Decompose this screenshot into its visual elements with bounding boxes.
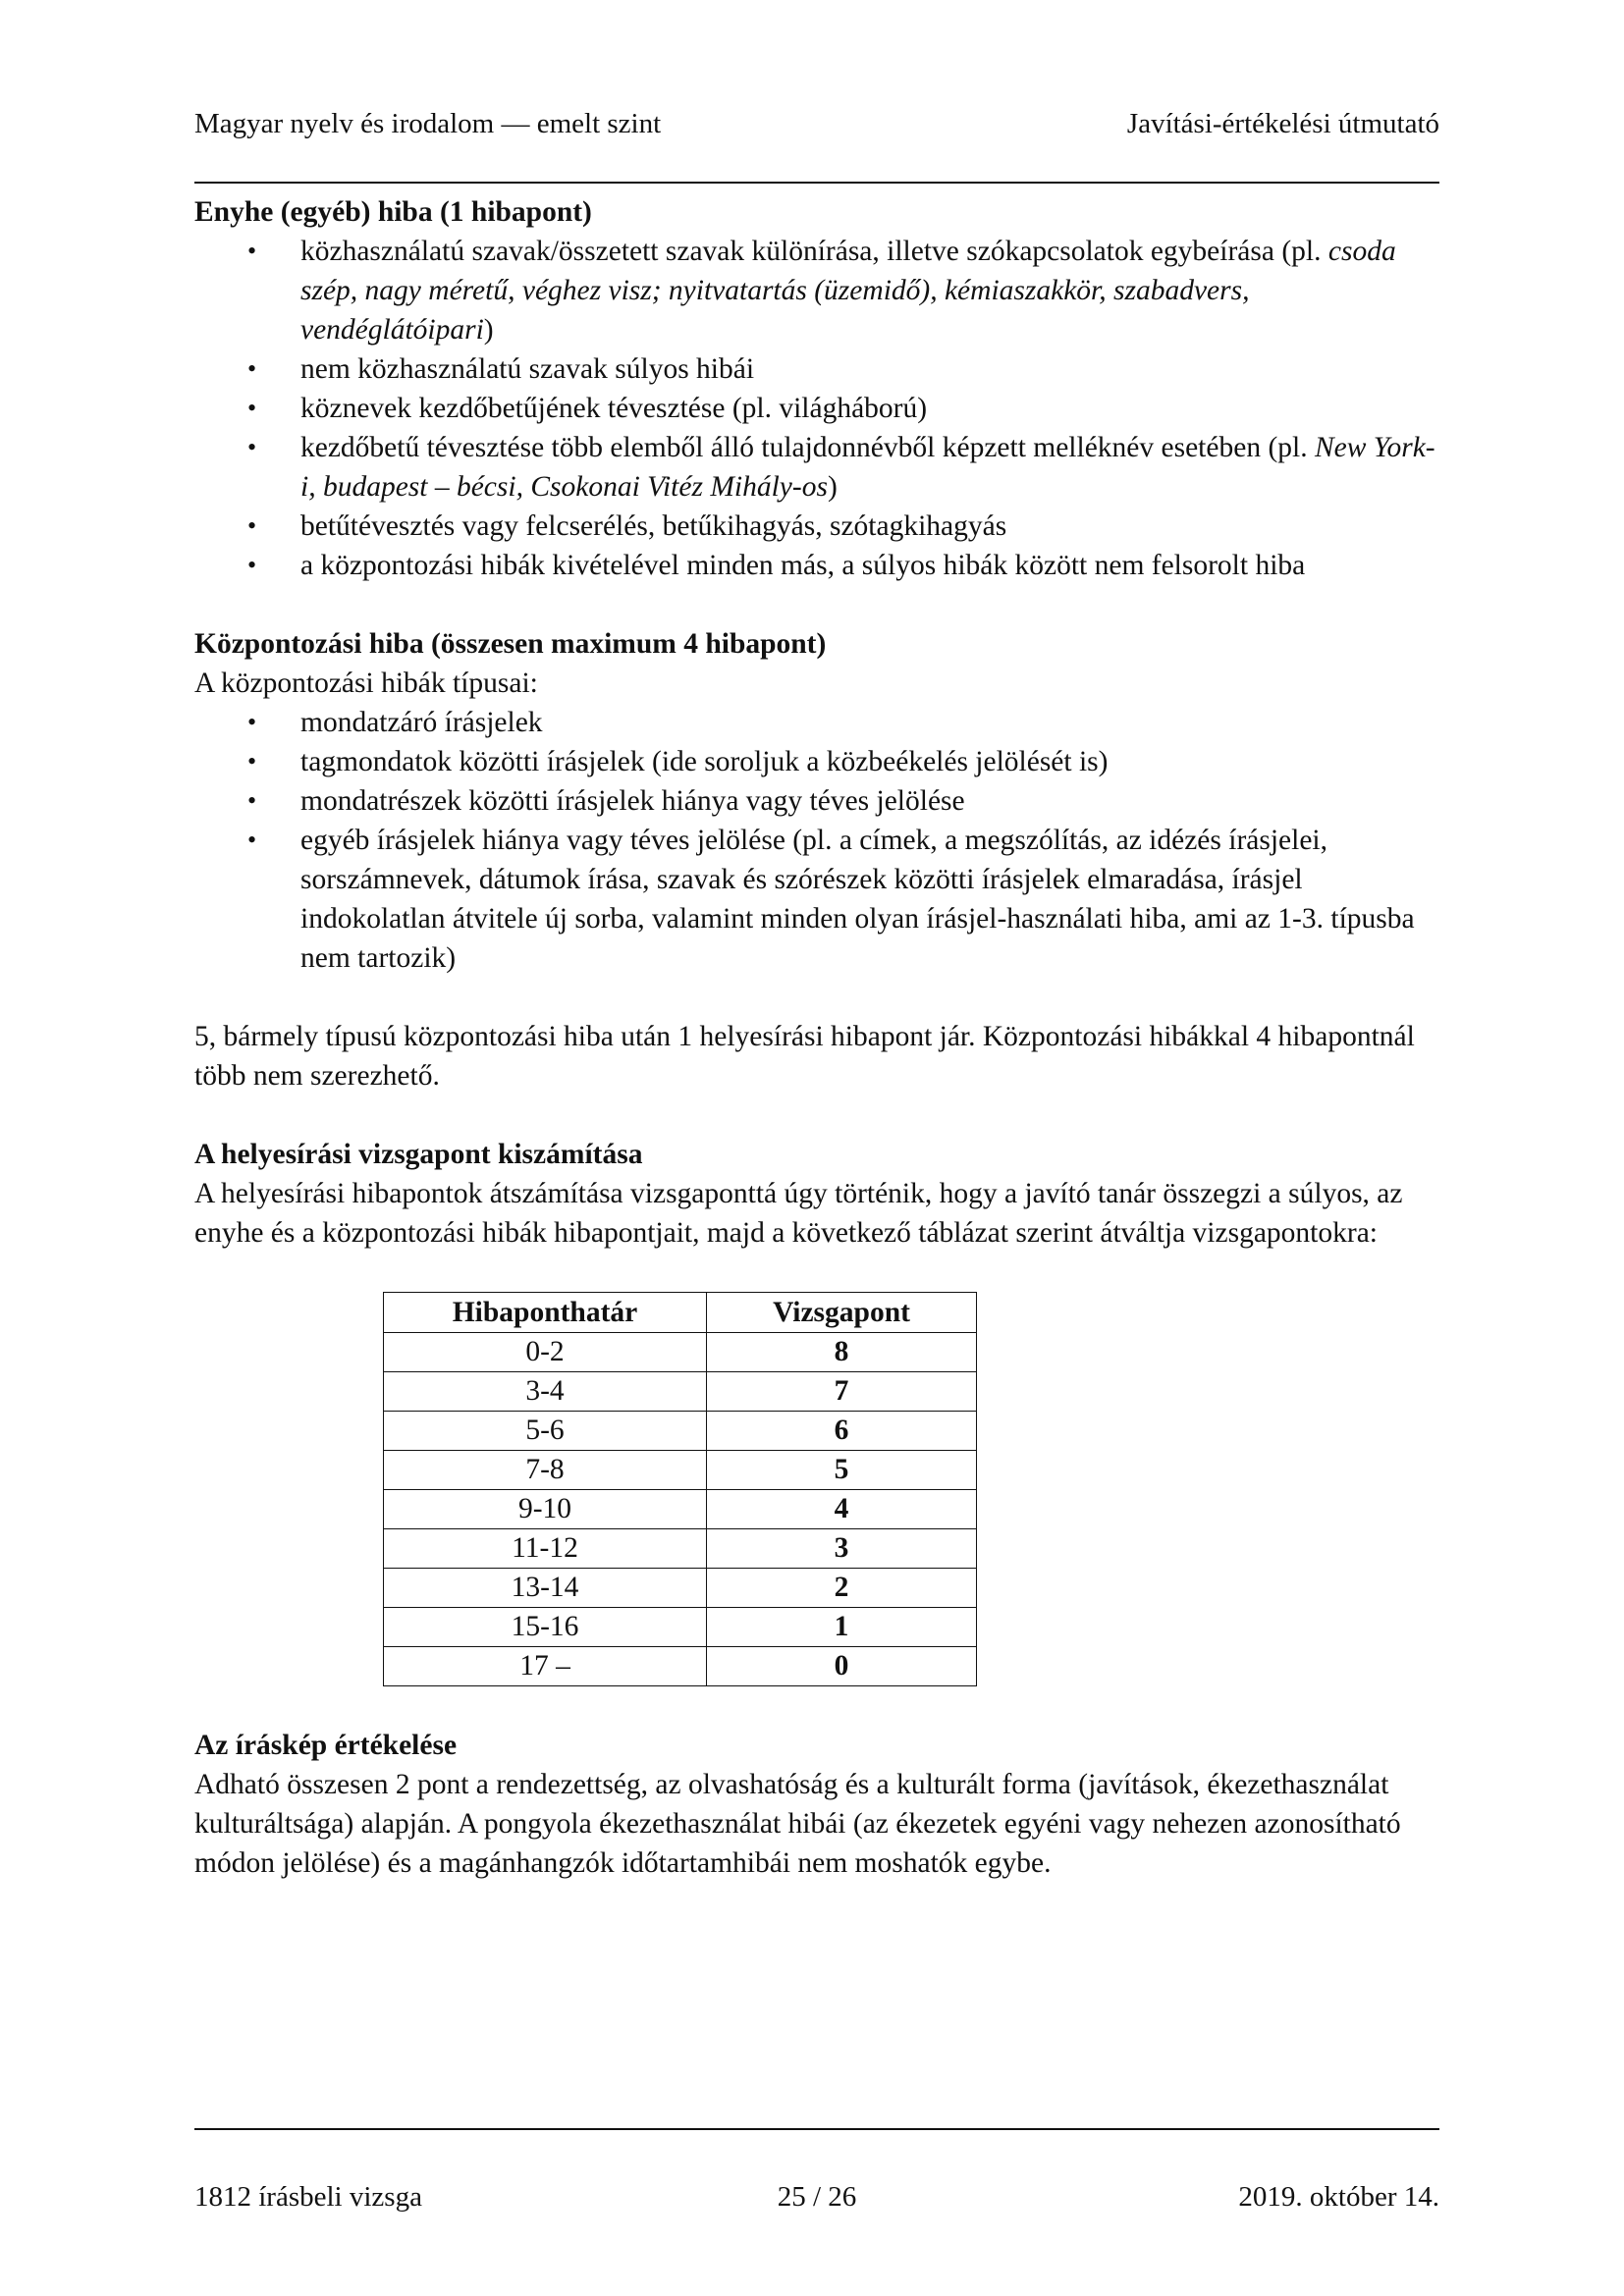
list-item (194, 349, 1439, 389)
footer-exam-code: 1812 írásbeli vizsga (194, 2181, 422, 2213)
exam-points-cell: 5 (707, 1451, 977, 1490)
error-range-cell: 17 – (384, 1647, 707, 1686)
table-row (384, 1490, 977, 1529)
table-row (384, 1569, 977, 1608)
list-item-examples: csoda szép, nagy méretű, véghez visz; nyitvatartás (üzemidő), kémiaszakkör, szabadvers, vendéglátóipari (300, 236, 1396, 346)
error-range-cell: 11-12 (384, 1529, 707, 1569)
table-header-row (384, 1293, 977, 1333)
exam-points-cell: 1 (707, 1608, 977, 1647)
footer-page-number: 25 / 26 (777, 2181, 857, 2213)
bullet-icon: • (247, 551, 257, 579)
bullet-icon: • (247, 237, 257, 265)
list-item (194, 781, 1439, 821)
list-item-suffix: ) (483, 314, 494, 346)
section-title-punctuation: Központozási hiba (összesen maximum 4 hibapont) (194, 628, 827, 660)
list-item-text: köznevek kezdőbetűjének tévesztése (pl. világháború) (300, 393, 928, 424)
bullet-icon: • (247, 354, 257, 383)
punctuation-note: 5, bármely típusú központozási hiba után 1 helyesírási hibapont jár. Központozási hibákkal 4 hibapontnál több nem szerezhető. (194, 1021, 1415, 1092)
error-range-cell: 13-14 (384, 1569, 707, 1608)
list-item-text: betűtévesztés vagy felcserélés, betűkihagyás, szótagkihagyás (300, 510, 1007, 542)
minor-errors-list (194, 232, 1439, 585)
list-item (194, 507, 1439, 546)
handwriting-text: Adható összesen 2 pont a rendezettség, az olvashatóság és a kulturált forma (javítások, ékezethasználat kulturáltsága) alapján. A pongyola ékezethasználat hibái (az ékezetek egyéni vagy nehezen azonosítható módon jelölése) és a magánhangzók időtartamhibái nem moshatók egybe. (194, 1769, 1401, 1879)
conversion-table (383, 1292, 977, 1686)
exam-points-cell: 8 (707, 1333, 977, 1372)
list-item (194, 232, 1439, 349)
list-item-text: egyéb írásjelek hiánya vagy téves jelölése (pl. a címek, a megszólítás, az idézés írásjelei, sorszámnevek, dátumok írása, szavak és szórészek közötti írásjelek elmaradása, írásjel indokolatlan átvitele új sorba, valamint minden olyan írásjel-használati hiba, ami az 1-3. típusba nem tartozik) (300, 825, 1415, 974)
header-subject: Magyar nyelv és irodalom — emelt szint (194, 108, 662, 139)
page-header (194, 108, 1439, 147)
bullet-icon: • (247, 747, 257, 775)
document-page (194, 0, 1439, 2296)
score-calculation-text: A helyesírási hibapontok átszámítása vizsgaponttá úgy történik, hogy a javító tanár összegzi a súlyos, az enyhe és a központozási hibák hibapontjait, majd a következő táblázat szerint átváltja vizsgapontokra: (194, 1178, 1403, 1249)
punctuation-intro: A központozási hibák típusai: (194, 667, 538, 699)
footer-date: 2019. október 14. (1238, 2181, 1439, 2213)
bullet-icon: • (247, 394, 257, 422)
bullet-icon: • (247, 786, 257, 815)
punctuation-types-list (194, 703, 1439, 978)
bullet-icon: • (247, 511, 257, 540)
exam-points-cell: 7 (707, 1372, 977, 1412)
table-row (384, 1608, 977, 1647)
list-item-text: tagmondatok közötti írásjelek (ide soroljuk a közbeékelés jelölését is) (300, 746, 1109, 777)
error-range-cell: 9-10 (384, 1490, 707, 1529)
error-range-cell: 3-4 (384, 1372, 707, 1412)
error-range-cell: 5-6 (384, 1412, 707, 1451)
section-title-minor-errors: Enyhe (egyéb) hiba (1 hibapont) (194, 196, 592, 228)
exam-points-cell: 4 (707, 1490, 977, 1529)
exam-points-cell: 3 (707, 1529, 977, 1569)
bullet-icon: • (247, 708, 257, 736)
list-item (194, 546, 1439, 585)
list-item-text: közhasználatú szavak/összetett szavak különírása, illetve szókapcsolatok egybeírása (pl. (300, 236, 1328, 267)
section-title-handwriting: Az íráskép értékelése (194, 1730, 458, 1761)
list-item (194, 742, 1439, 781)
list-item (194, 428, 1439, 507)
list-item-text: a központozási hibák kivételével minden más, a súlyos hibák között nem felsorolt hiba (300, 550, 1306, 581)
column-header-error-range: Hibaponthatár (384, 1293, 707, 1333)
table-row (384, 1529, 977, 1569)
list-item (194, 389, 1439, 428)
table-row (384, 1412, 977, 1451)
list-item-text: kezdőbetű tévesztése több elemből álló tulajdonnévből képzett melléknév esetében (pl. (300, 432, 1315, 463)
page-footer (194, 2181, 1439, 2220)
list-item-examples: New York-i, budapest – bécsi, Csokonai Vitéz Mihály-os (300, 432, 1435, 503)
table-row (384, 1372, 977, 1412)
list-item-text: mondatrészek közötti írásjelek hiánya vagy téves jelölése (300, 785, 965, 817)
exam-points-cell: 2 (707, 1569, 977, 1608)
header-doc-type: Javítási-értékelési útmutató (1126, 108, 1439, 139)
error-range-cell: 15-16 (384, 1608, 707, 1647)
error-range-cell: 7-8 (384, 1451, 707, 1490)
table-row (384, 1333, 977, 1372)
exam-points-cell: 0 (707, 1647, 977, 1686)
list-item-text: mondatzáró írásjelek (300, 707, 543, 738)
header-divider (194, 182, 1439, 184)
table-row (384, 1647, 977, 1686)
error-range-cell: 0-2 (384, 1333, 707, 1372)
list-item-text: nem közhasználatú szavak súlyos hibái (300, 353, 755, 385)
bullet-icon: • (247, 433, 257, 461)
exam-points-cell: 6 (707, 1412, 977, 1451)
page-content (194, 192, 1439, 1883)
table-row (384, 1451, 977, 1490)
list-item (194, 821, 1439, 978)
bullet-icon: • (247, 826, 257, 854)
section-title-score-calculation: A helyesírási vizsgapont kiszámítása (194, 1139, 643, 1170)
list-item (194, 703, 1439, 742)
footer-divider (194, 2128, 1439, 2130)
list-item-suffix: ) (827, 471, 838, 503)
column-header-exam-points: Vizsgapont (707, 1293, 977, 1333)
